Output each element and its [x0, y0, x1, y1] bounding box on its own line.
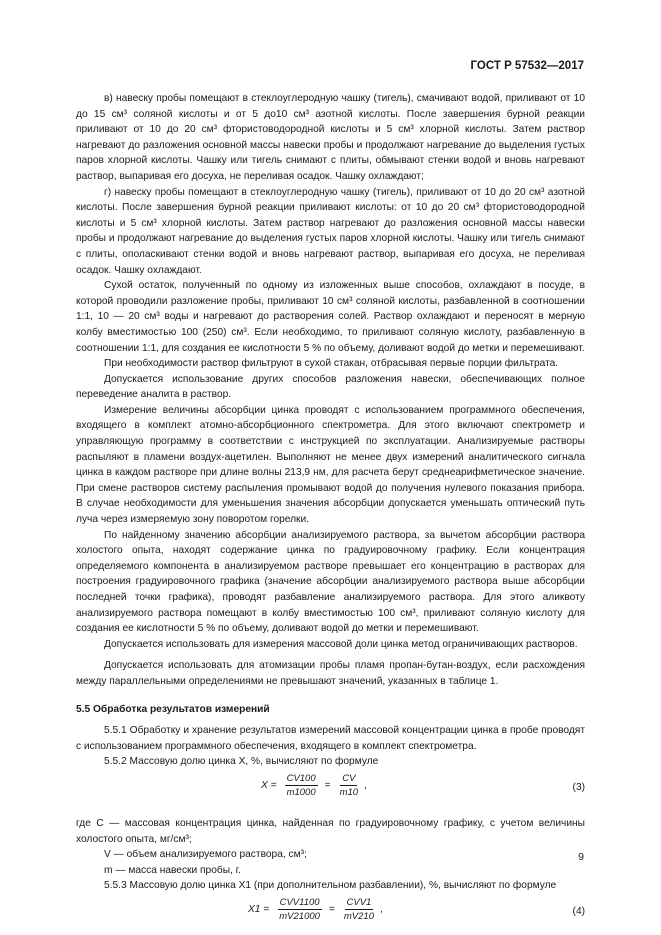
paragraph-dry-residue: Сухой остаток, полученный по одному из изложенных выше способов, охлаждают в посуде, в которой проводили разложение пробы, приливают 10 см³ соляной кислоты, разбавленной в соотношении 1:1, 10 — 20 см³ воды и нагревают до растворения солей. Раствор охлаждают и переносят в мерную колбу вместимостью 100 (250) см³. Если необходимо, то приливают соляную кислоту, разбавленную в соотношении 1:1, для создания ее кислотности 5 % по объему, доливают водой до метки и перемешивают. [76, 280, 585, 354]
paragraph-absorption-measurement: Измерение величины абсорбции цинка проводят с использованием программного обеспечения, входящего в комплект атомно-абсорбционного спектрометра. Для этого включают спектрометр и управляющую программу в соответствии с инструкцией по эксплуатации. Анализируемые растворы распыляют в пламени воздух-ацетилен. Выполняют не менее двух измерений аналитического сигнала цинка в каждом растворе при длине волны 213,9 нм, для расчета берут среднеарифметическое значение. При смене растворов систему распыления промывают водой до получения нулевого показания прибора. В случае необходимости для уменьшения значения абсорбции допускается уменьшать оптический путь луча через измеряемую зону поворотом горелки. [76, 404, 585, 526]
paragraph-filtering: При необходимости раствор фильтруют в сухой стакан, отбрасывая первые порции фильтрата. [104, 358, 559, 370]
paragraph-propane-flame: Допускается использовать для атомизации пробы пламя пропан-бутан-воздух, если расхождения между параллельными определениями не превышают значений, указанных в таблице 1. [76, 660, 585, 687]
formula-4-fraction-2: $\frac{\text{CVV1}}{mV210}$ [343, 896, 374, 922]
paragraph-limiting-solutions: Допускается использовать для измерения массовой доли цинка метод ограничивающих растворов. [104, 638, 578, 650]
formula-3-number: (3) [572, 781, 585, 793]
page-number: 9 [578, 851, 584, 863]
formula-4-lhs: X1 = [248, 903, 270, 915]
document-header: ГОСТ Р 57532—2017 [470, 60, 584, 72]
formula-4: X1 = $\frac{\text{CVV1100}}{mV21000}$ = $\frac{\text{CVV1}}{mV210}$ , (4) [248, 896, 585, 922]
section-title: 5.5 Обработка результатов измерений [76, 703, 270, 715]
definition-c: где C — массовая концентрация цинка, найденная по градуировочному графику, с учетом величины холостого опыта, мг/см³; [76, 817, 585, 845]
paragraph-method-v: в) навеску пробы помещают в стеклоуглеродную чашку (тигель), смачивают водой, приливают от 10 до 15 см³ соляной кислоты и от 5 до10 см³ азотной кислоты. После завершения бурной реакции приливают от 10 до 20 см³ фтористоводородной кислоты и 5 см³ хлорной кислоты. Затем раствор нагревают до разложения основной массы навески пробы и продолжают нагревание до выделения густых паров хлорной кислоты. Чашку или тигель снимают с плиты, обмывают стенки водой и вновь нагревают раствор, выпаривая его досуха, не переливая осадок. Чашку охлаждают; [76, 93, 585, 182]
formula-3-fraction-2: $\frac{CV}{m10}$ [339, 772, 359, 798]
definition-v: V — объем анализируемого раствора, см³; [104, 849, 307, 861]
formula-4-number: (4) [572, 905, 585, 917]
paragraph-calibration: По найденному значению абсорбции анализируемого раствора, за вычетом абсорбции раствора холостого опыта, находят содержание цинка по градуировочному графику. Если концентрация определяемого компонента в анализируемом растворе превышает его концентрацию в растворах для построения градуировочного графика (значение абсорбции анализируемого раствора выше абсорбции последней точки графика), проводят разбавление анализируемого раствора. Для этого аликвоту анализируемого раствора помещают в колбу вместимостью 100 см³, приливают соляную кислоту для создания ее кислотности 5 % по объему, доливают водой до метки и перемешивают. [76, 529, 585, 635]
formula-4-fraction-1: $\frac{\text{CVV1100}}{mV21000}$ [279, 896, 320, 922]
page-content [76, 91, 585, 934]
formula-3-fraction-1: $\frac{CV100}{m1000}$ [286, 772, 316, 798]
formula-3-lhs: X = [261, 779, 277, 791]
clause-5-5-3: 5.5.3 Массовую долю цинка X1 (при дополнительном разбавлении), %, вычисляют по формуле [104, 880, 557, 892]
clause-5-5-1: 5.5.1 Обработку и хранение результатов измерений массовой концентрации цинка в пробе проводят с использованием программного обеспечения, входящего в комплект спектрометра. [76, 725, 585, 752]
formula-3: X = $\frac{CV100}{m1000}$ = $\frac{CV}{m10}$ , (3) [261, 772, 585, 798]
definition-m: m — масса навески пробы, г. [104, 864, 241, 876]
clause-5-5-2: 5.5.2 Массовую долю цинка X, %, вычисляют по формуле [104, 756, 379, 768]
paragraph-method-g: г) навеску пробы помещают в стеклоуглеродную чашку (тигель), приливают от 10 до 20 см³ азотной кислоты. После завершения бурной реакции приливают кислоты: от 10 до 20 см³ фтористоводородной кислоты и 5 см³ хлорной кислоты. Затем раствор нагревают до разложения основной массы навески пробы и продолжают нагревание до выделения густых паров хлорной кислоты. Чашку или тигель снимают с плиты, ополаскивают стенки водой и вновь нагревают раствор, выпаривая его досуха, не переливая осадок. Чашку охлаждают. [76, 186, 585, 276]
paragraph-other-methods: Допускается использование других способов разложения навески, обеспечивающих полное переведение аналита в раствор. [76, 373, 585, 401]
